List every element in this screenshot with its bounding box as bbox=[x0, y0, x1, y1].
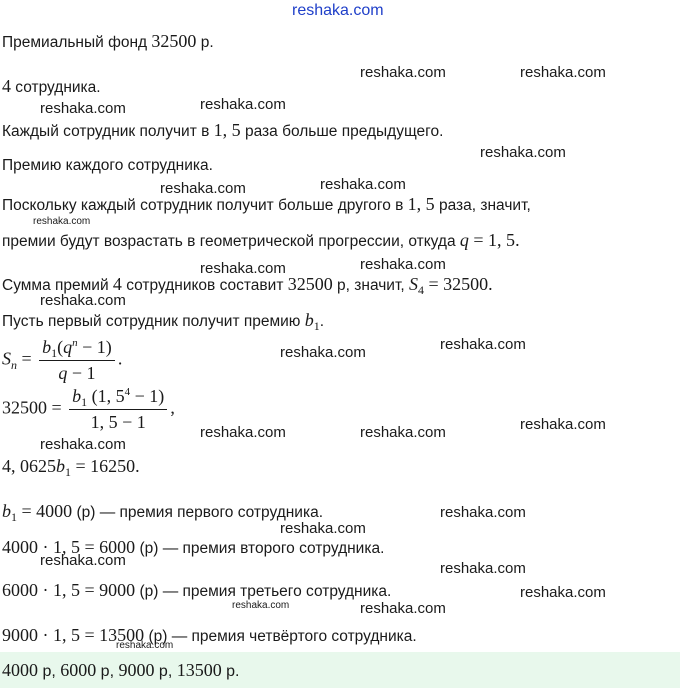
watermark: reshaka.com bbox=[520, 584, 606, 601]
watermark: reshaka.com bbox=[40, 552, 126, 569]
watermark: reshaka.com bbox=[440, 560, 526, 577]
watermark: reshaka.com bbox=[40, 292, 126, 309]
text-line-let: Пусть первый сотрудник получит премию $b_1$. bbox=[2, 310, 325, 333]
watermark-top: reshaka.com bbox=[292, 2, 384, 19]
watermark: reshaka.com bbox=[116, 640, 174, 651]
watermark: reshaka.com bbox=[160, 180, 246, 197]
fraction-substituted: $\frac{b_1 (1, 5^4 - 1)}{1, 5 - 1}$ bbox=[69, 386, 167, 433]
watermark: reshaka.com bbox=[280, 520, 366, 537]
watermark: reshaka.com bbox=[360, 424, 446, 441]
watermark: reshaka.com bbox=[360, 64, 446, 81]
text-line-fund: Премиальный фонд 32500 р. bbox=[2, 31, 214, 51]
watermark: reshaka.com bbox=[360, 256, 446, 273]
watermark: reshaka.com bbox=[440, 336, 526, 353]
watermark: reshaka.com bbox=[33, 216, 91, 227]
formula-sum-geometric: $S_n$ = $\frac{b_1(q^n - 1)}{q - 1}$ . bbox=[2, 337, 123, 383]
watermark: reshaka.com bbox=[360, 600, 446, 617]
text-line-ratio: Каждый сотрудник получит в 1, 5 раза больше предыдущего. bbox=[2, 120, 444, 140]
watermark: reshaka.com bbox=[520, 416, 606, 433]
formula-substitution: 32500 = $\frac{b_1 (1, 5^4 - 1)}{1, 5 - 1}$ , bbox=[2, 386, 175, 432]
text-line-reasoning-2: премии будут возрастать в геометрической прогрессии, откуда q = 1, 5. bbox=[2, 230, 520, 250]
answer-box bbox=[0, 652, 680, 688]
result-second-employee: 4000 · 1, 5 = 6000 (р) — премия второго сотрудника. bbox=[2, 537, 385, 557]
watermark: reshaka.com bbox=[200, 424, 286, 441]
result-first-employee: $b_1 = 4000$ (р) — премия первого сотрудника. bbox=[2, 501, 324, 524]
text-line-reasoning-1: Поскольку каждый сотрудник получит больше другого в 1, 5 раза, значит, bbox=[2, 194, 531, 214]
watermark: reshaka.com bbox=[200, 260, 286, 277]
watermark: reshaka.com bbox=[520, 64, 606, 81]
watermark: reshaka.com bbox=[232, 600, 290, 611]
watermark: reshaka.com bbox=[440, 504, 526, 521]
result-third-employee: 6000 · 1, 5 = 9000 (р) — премия третьего сотрудника. bbox=[2, 580, 392, 600]
text-line-employees: 4 сотрудника. bbox=[2, 76, 101, 96]
watermark: reshaka.com bbox=[40, 100, 126, 117]
text-line-sum: Сумма премий 4 сотрудников составит 32500 р, значит, $S_4 = 32500$. bbox=[2, 274, 493, 297]
watermark: reshaka.com bbox=[280, 344, 366, 361]
result-fourth-employee: 9000 · 1, 5 = 13500 (р) — премия четвёртого сотрудника. bbox=[2, 625, 417, 645]
watermark: reshaka.com bbox=[200, 96, 286, 113]
fraction-sum: $\frac{b_1(q^n - 1)}{q - 1}$ bbox=[39, 337, 115, 384]
watermark: reshaka.com bbox=[320, 176, 406, 193]
answer-text: 4000 р, 6000 р, 9000 р, 13500 р. bbox=[2, 660, 240, 680]
watermark: reshaka.com bbox=[40, 436, 126, 453]
watermark: reshaka.com bbox=[480, 144, 566, 161]
formula-simplified: 4, $0625b_1 = 16250$. bbox=[2, 456, 140, 479]
text-line-find: Премию каждого сотрудника. bbox=[2, 157, 213, 174]
